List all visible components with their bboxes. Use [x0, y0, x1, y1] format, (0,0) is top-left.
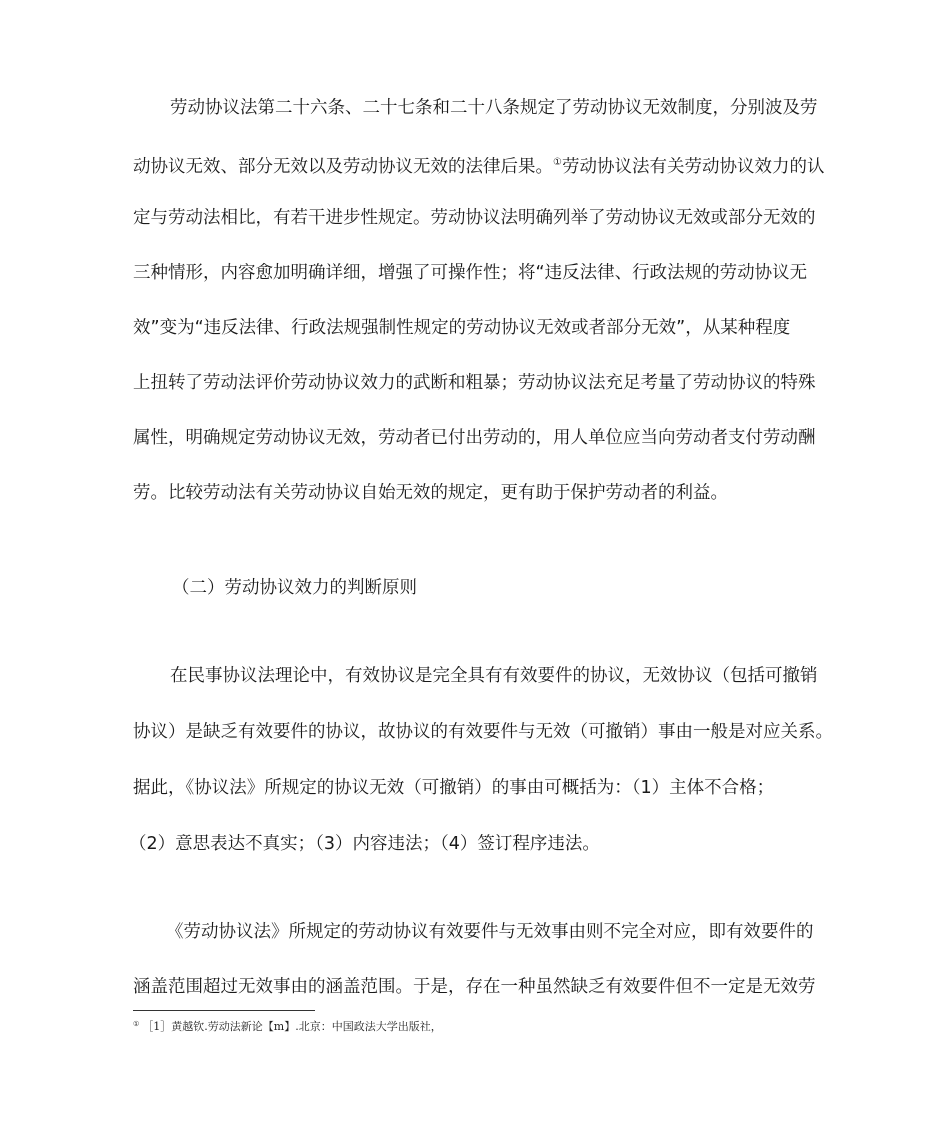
- text-line: 涵盖范围超过无效事由的涵盖范围。于是，存在一种虽然缺乏有效要件但不一定是无效劳: [133, 977, 816, 997]
- footnote-text: ［1］黄越钦.劳动法新论【m】.北京：中国政法大学出版社，: [142, 1020, 442, 1033]
- paragraph-1: [133, 96, 863, 516]
- text-line: 属性，明确规定劳动协议无效，劳动者已付出劳动的，用人单位应当向劳动者支付劳动酬: [133, 428, 816, 448]
- text-line: 《劳动协议法》所规定的劳动协议有效要件与无效事由则不完全对应，即有效要件的: [166, 922, 814, 942]
- text-line: 协议）是缺乏有效要件的协议，故协议的有效要件与无效（可撤销）事由一般是对应关系。: [133, 722, 833, 742]
- text-line: 定与劳动法相比，有若干进步性规定。劳动协议法明确列举了劳动协议无效或部分无效的: [133, 208, 816, 228]
- footnote-separator: [133, 1010, 315, 1011]
- footnote-reference[interactable]: ①: [553, 157, 562, 168]
- text-line: 劳。比较劳动法有关劳动协议自始无效的规定，更有助于保护劳动者的利益。: [133, 483, 728, 503]
- text-line: 据此，《协议法》所规定的协议无效（可撤销）的事由可概括为：（1）主体不合格；: [133, 778, 775, 798]
- text-line: 效”变为“违反法律、行政法规强制性规定的劳动协议无效或者部分无效”，从某种程度: [133, 318, 791, 338]
- text-line: （2）意思表达不真实；（3）内容违法；（4）签订程序违法。: [129, 834, 600, 854]
- text-span: 动协议无效、部分无效以及劳动协议无效的法律后果。: [133, 157, 553, 177]
- text-line: 在民事协议法理论中，有效协议是完全具有有效要件的协议，无效协议（包括可撤销: [170, 666, 818, 686]
- text-line: 上扭转了劳动法评价劳动协议效力的武断和粗暴；劳动协议法充足考量了劳动协议的特殊: [133, 373, 816, 393]
- paragraph-3: [133, 920, 863, 1010]
- text-line: [133, 151, 824, 175]
- section-heading: （二）劳动协议效力的判断原则: [172, 578, 417, 598]
- footnote: [133, 1016, 442, 1035]
- text-line: 三种情形，内容愈加明确详细，增强了可操作性；将“违反法律、行政法规的劳动协议无: [133, 263, 808, 283]
- paragraph-2: [129, 664, 863, 864]
- text-span: 劳动协议法有关劳动协议效力的认: [561, 157, 825, 177]
- footnote-marker: ①: [133, 1020, 140, 1028]
- text-line: 劳动协议法第二十六条、二十七条和二十八条规定了劳动协议无效制度，分别波及劳: [170, 98, 818, 118]
